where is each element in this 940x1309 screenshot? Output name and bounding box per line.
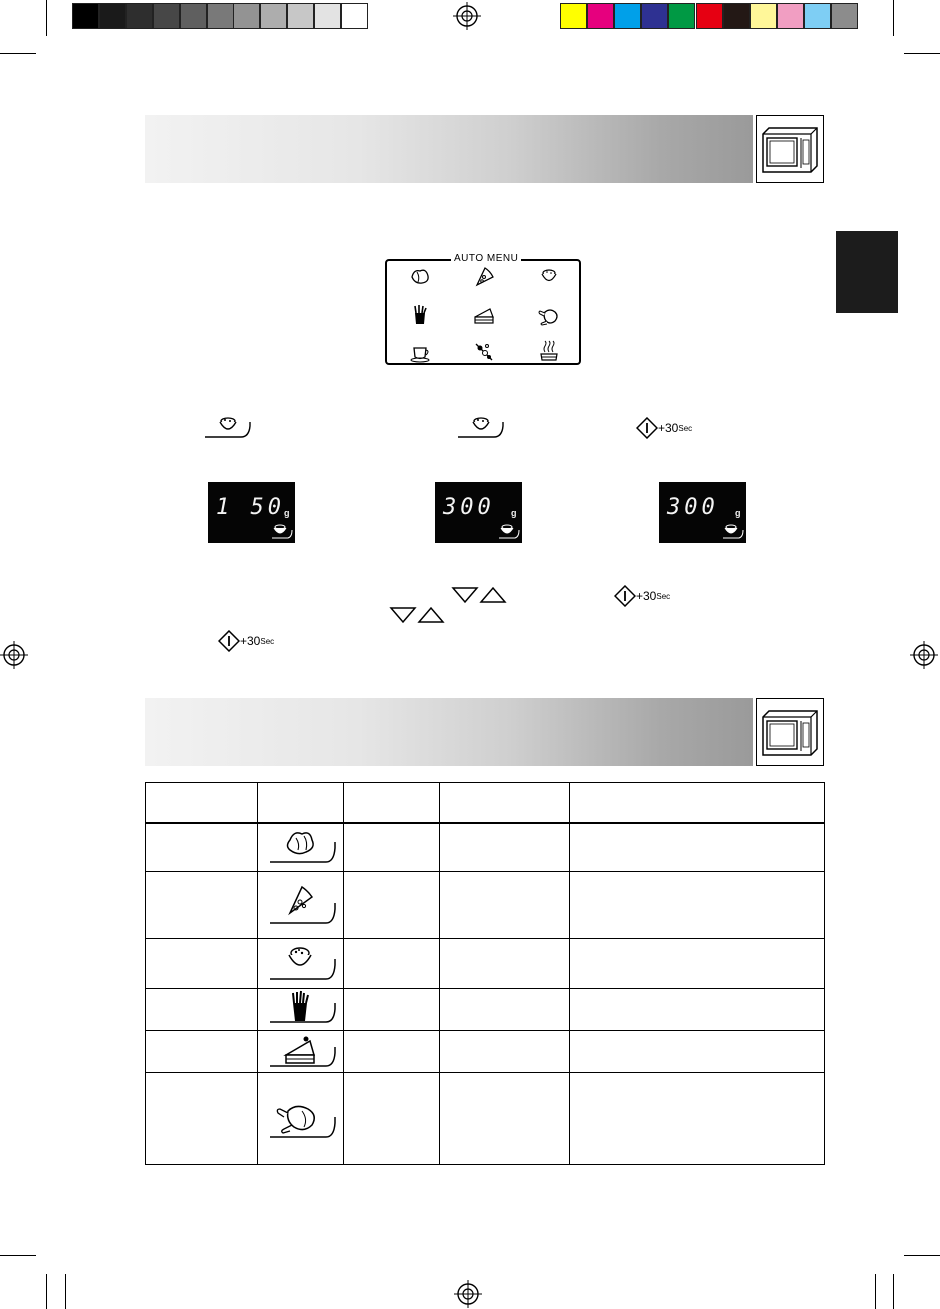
crop-mark (893, 0, 894, 36)
steam-icon (537, 340, 561, 364)
rice-bowl-icon (258, 939, 342, 985)
rice-bowl-icon (721, 522, 745, 540)
table-icon-cell (258, 871, 344, 938)
start-button-unit: Sec (656, 591, 671, 601)
gray-swatch (207, 3, 234, 29)
rice-bowl-button[interactable] (203, 412, 253, 440)
color-swatch (641, 3, 668, 29)
crop-mark (46, 1274, 47, 1309)
gray-swatch (341, 3, 368, 29)
rice-bowl-icon (270, 522, 294, 540)
cake-icon (258, 1031, 342, 1069)
color-swatch (723, 3, 750, 29)
color-swatch (696, 3, 723, 29)
table-row (146, 1030, 825, 1072)
color-swatch (750, 3, 777, 29)
microwave-icon (756, 115, 824, 183)
display-unit: g (284, 508, 290, 518)
display-unit: g (511, 508, 517, 518)
microwave-icon (756, 698, 824, 766)
start-button-label: +30 (658, 421, 679, 435)
crop-mark (0, 53, 36, 54)
start-button-unit: Sec (260, 636, 275, 646)
start-button-label: +30 (636, 589, 657, 603)
weight-display (435, 482, 522, 543)
table-row (146, 1072, 825, 1164)
section-header-bar (145, 698, 753, 766)
chicken-icon (537, 303, 561, 327)
color-swatch (804, 3, 831, 29)
table-row (146, 823, 825, 872)
pizza-icon (258, 873, 342, 933)
kebab-icon (472, 340, 496, 364)
color-swatch (668, 3, 695, 29)
start-button-unit: Sec (678, 423, 693, 433)
crop-mark (65, 1274, 66, 1309)
table-row (146, 938, 825, 988)
start-button[interactable] (218, 630, 274, 652)
display-unit: g (735, 508, 741, 518)
start-button-label: +30 (240, 634, 261, 648)
pizza-icon (472, 265, 496, 289)
registration-mark-icon (0, 641, 28, 669)
gray-swatch (153, 3, 180, 29)
table-icon-cell (258, 1072, 344, 1164)
start-button[interactable] (636, 417, 692, 439)
crop-mark (904, 53, 940, 54)
down-up-arrows-icon (451, 585, 511, 605)
fries-icon (408, 303, 432, 327)
fries-icon (258, 989, 342, 1027)
rice-bowl-icon (537, 265, 561, 289)
display-value: 1 50 (216, 495, 285, 520)
table-icon-cell (258, 1030, 344, 1072)
table-icon-cell (258, 938, 344, 988)
gray-swatch (260, 3, 287, 29)
gray-swatch (126, 3, 153, 29)
start-icon (218, 630, 240, 652)
weight-display (208, 482, 295, 543)
gray-swatch (314, 3, 341, 29)
color-swatch (560, 3, 587, 29)
start-icon (614, 585, 636, 607)
down-up-arrows-icon (389, 605, 449, 625)
display-value: 300 (667, 495, 719, 520)
color-swatch (777, 3, 804, 29)
registration-mark-icon (454, 1280, 482, 1308)
registration-mark-icon (910, 641, 938, 669)
gray-swatch (99, 3, 126, 29)
crop-mark (875, 1274, 876, 1309)
gray-swatch (233, 3, 260, 29)
crop-mark (46, 0, 47, 36)
cup-icon (408, 340, 432, 364)
color-swatch (831, 3, 858, 29)
auto-menu-table (145, 782, 825, 1165)
language-tab (836, 231, 898, 313)
crop-mark (0, 1255, 36, 1256)
rice-bowl-icon (497, 522, 521, 540)
color-swatch (614, 3, 641, 29)
chicken-icon (258, 1073, 342, 1161)
start-button[interactable] (614, 585, 670, 607)
crop-mark (904, 1255, 940, 1256)
gray-swatch (180, 3, 207, 29)
crop-mark (893, 1274, 894, 1309)
registration-mark-icon (453, 2, 481, 30)
auto-menu-title: AUTO MENU (451, 253, 521, 264)
bread-roll-icon (408, 265, 432, 289)
bread-roll-icon (258, 824, 342, 868)
section-header-bar (145, 115, 753, 183)
display-value: 300 (443, 495, 495, 520)
gray-swatch (72, 3, 99, 29)
table-row (146, 871, 825, 938)
gray-swatch (287, 3, 314, 29)
table-icon-cell (258, 823, 344, 872)
table-row (146, 988, 825, 1030)
start-icon (636, 417, 658, 439)
table-header-row (146, 783, 825, 823)
weight-display (659, 482, 746, 543)
table-icon-cell (258, 988, 344, 1030)
color-swatch (587, 3, 614, 29)
cake-icon (472, 303, 496, 327)
rice-bowl-button[interactable] (456, 412, 506, 440)
